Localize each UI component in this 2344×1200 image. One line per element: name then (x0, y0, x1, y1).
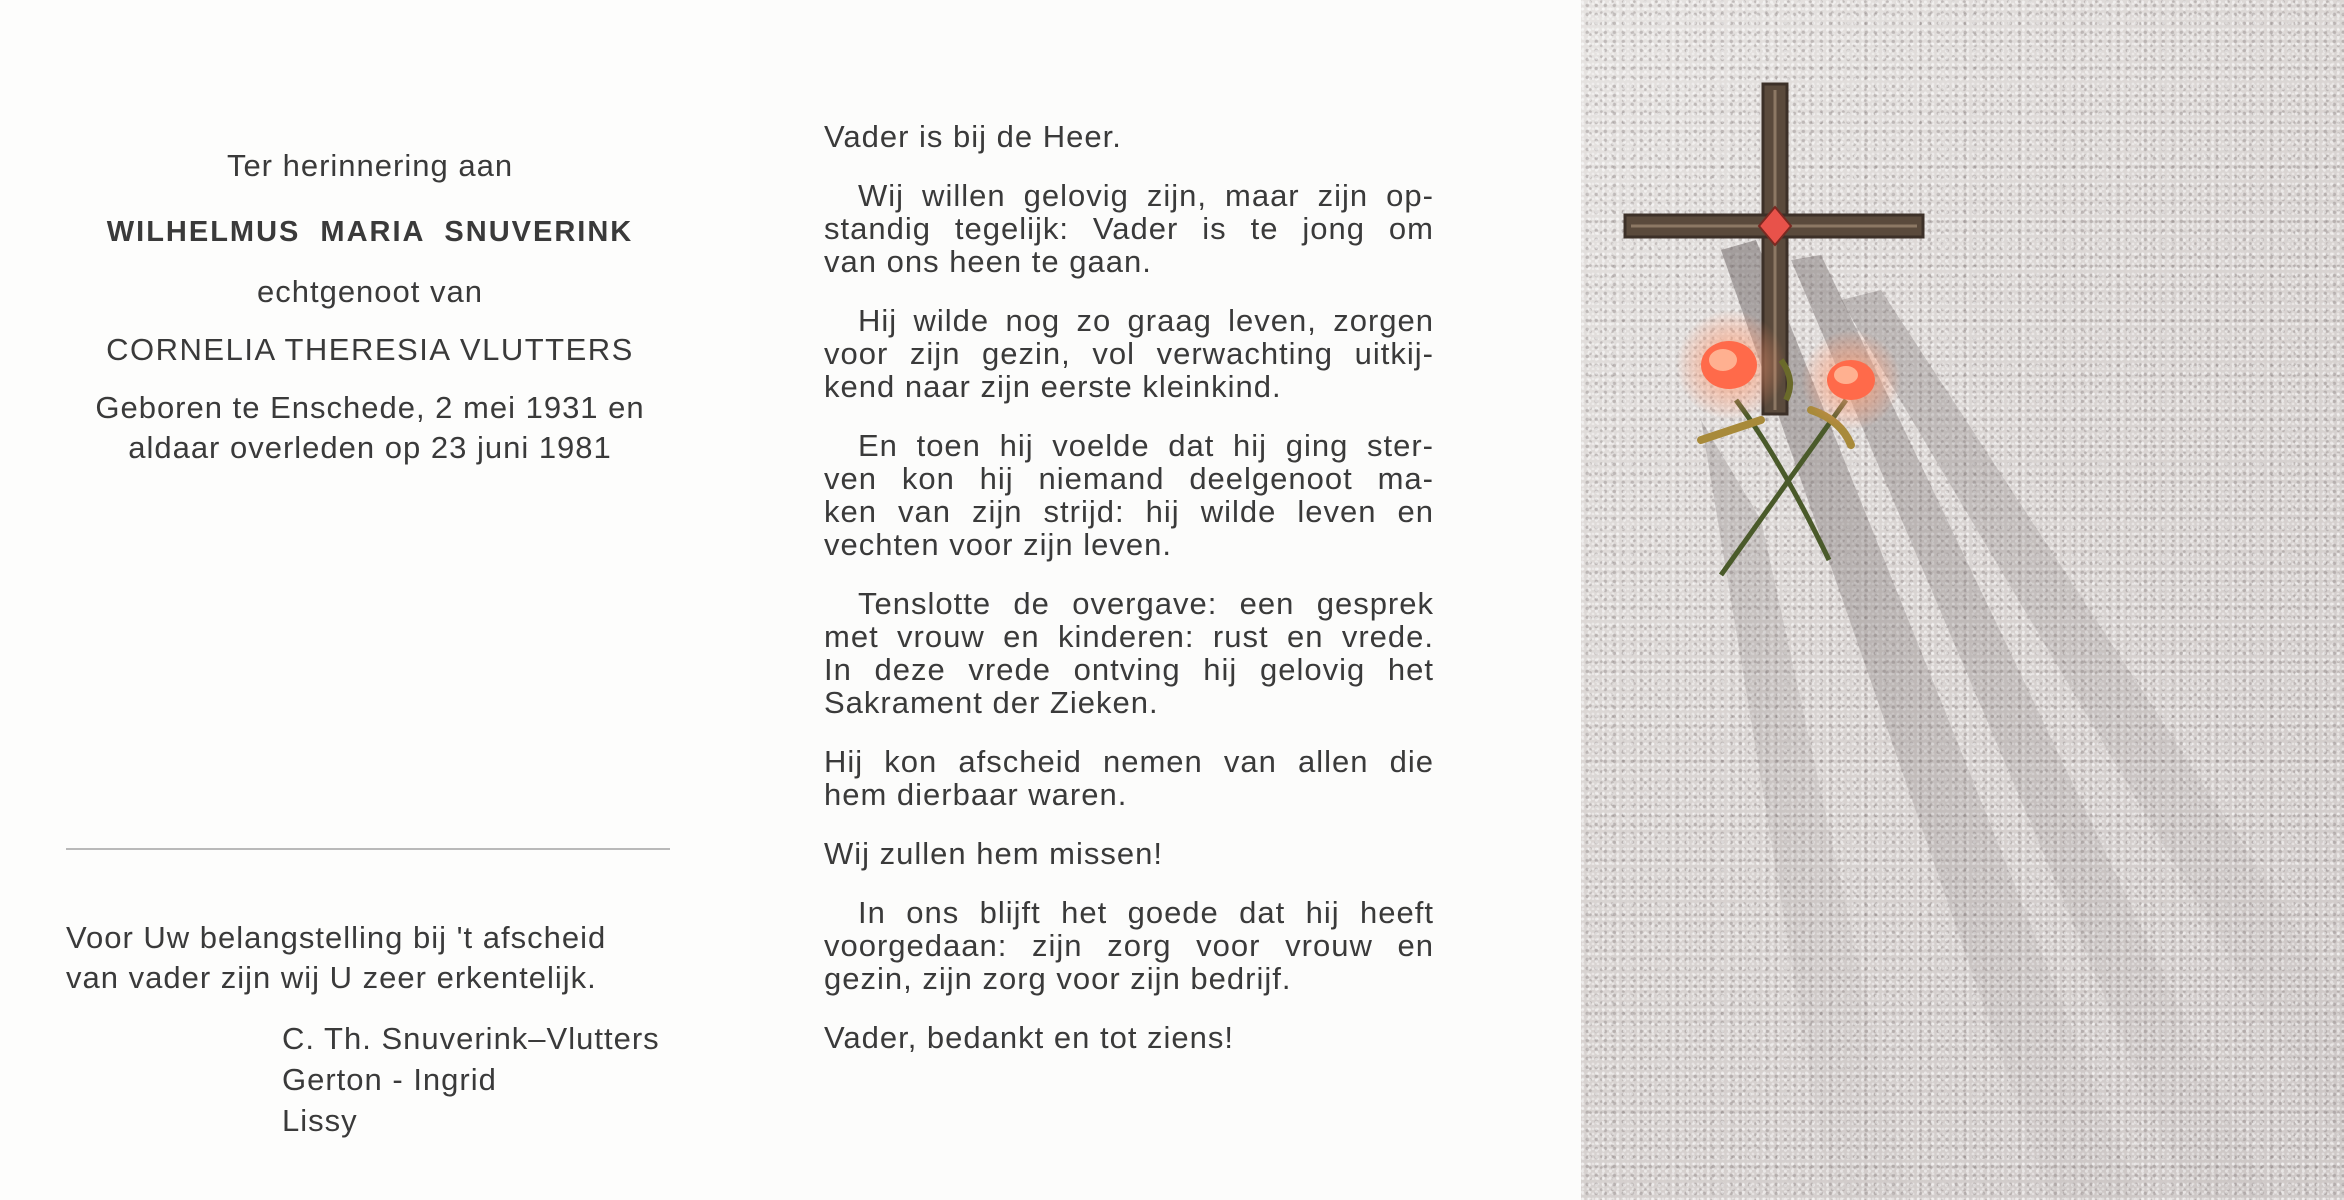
poem-line: voorgedaan: zijn zorg voor vrouw en (824, 928, 1434, 963)
poem-line: In deze vrede ontving hij gelovig het (824, 652, 1434, 687)
poem-line: Tenslotte de overgave: een gesprek (858, 586, 1434, 621)
signer: Lissy (282, 1103, 358, 1138)
divider (66, 848, 670, 850)
poem-line: Wij zullen hem missen! (824, 836, 1163, 871)
poem-paragraph-5 (824, 587, 1434, 719)
thanks-line-2: van vader zijn wij U zeer erkentelijk. (66, 960, 597, 995)
poem-line: met vrouw en kinderen: rust en vrede. (824, 619, 1434, 654)
born-line-2: aldaar overleden op 23 juni 1981 (128, 430, 612, 465)
poem-paragraph-8 (824, 896, 1434, 995)
poem-line: ven kon hij niemand deelgenoot ma- (824, 461, 1434, 496)
thanks-block (66, 918, 746, 998)
signer: Gerton - Ingrid (282, 1062, 497, 1097)
poem-line: gezin, zijn zorg voor zijn bedrijf. (824, 961, 1292, 996)
signer: C. Th. Snuverink–Vlutters (282, 1021, 660, 1056)
poem-paragraph-9 (824, 1021, 1434, 1054)
poem-line: Vader is bij de Heer. (824, 119, 1122, 154)
poem (824, 120, 1434, 1080)
poem-line: ken van zijn strijd: hij wilde leven en (824, 494, 1434, 529)
left-panel (0, 0, 750, 1200)
poem-paragraph-6 (824, 745, 1434, 811)
poem-line: kend naar zijn eerste kleinkind. (824, 369, 1282, 404)
poem-line: hem dierbaar waren. (824, 777, 1128, 812)
poem-line: van ons heen te gaan. (824, 244, 1152, 279)
deceased-name: WILHELMUS MARIA SNUVERINK (106, 216, 634, 248)
cross-photo (1581, 0, 2344, 1200)
signers-block (282, 1018, 660, 1141)
thanks-line-1: Voor Uw belangstelling bij 't afscheid (66, 920, 607, 955)
spouse-name: CORNELIA THERESIA VLUTTERS (106, 332, 634, 367)
poem-line: Wij willen gelovig zijn, maar zijn op- (858, 178, 1434, 213)
poem-line: En toen hij voelde dat hij ging ster- (858, 428, 1434, 463)
poem-line: Vader, bedankt en tot ziens! (824, 1020, 1235, 1055)
cross-with-roses-icon (1581, 0, 2344, 1200)
poem-line: Hij wilde nog zo graag leven, zorgen (858, 303, 1434, 338)
poem-line: Hij kon afscheid nemen van allen die (824, 744, 1434, 779)
poem-paragraph-3 (824, 304, 1434, 403)
poem-line: In ons blijft het goede dat hij heeft (858, 895, 1434, 930)
intro-text: Ter herinnering aan (226, 148, 514, 183)
relation-text: echtgenoot van (256, 274, 483, 309)
poem-paragraph-1 (824, 120, 1434, 153)
poem-paragraph-2 (824, 179, 1434, 278)
poem-line: Sakrament der Zieken. (824, 685, 1159, 720)
poem-line: voor zijn gezin, vol verwachting uitkij- (824, 336, 1434, 371)
poem-paragraph-7 (824, 837, 1434, 870)
born-line-1: Geboren te Enschede, 2 mei 1931 en (95, 390, 645, 425)
poem-paragraph-4 (824, 429, 1434, 561)
poem-line: vechten voor zijn leven. (824, 527, 1172, 562)
poem-line: standig tegelijk: Vader is te jong om (824, 211, 1434, 246)
